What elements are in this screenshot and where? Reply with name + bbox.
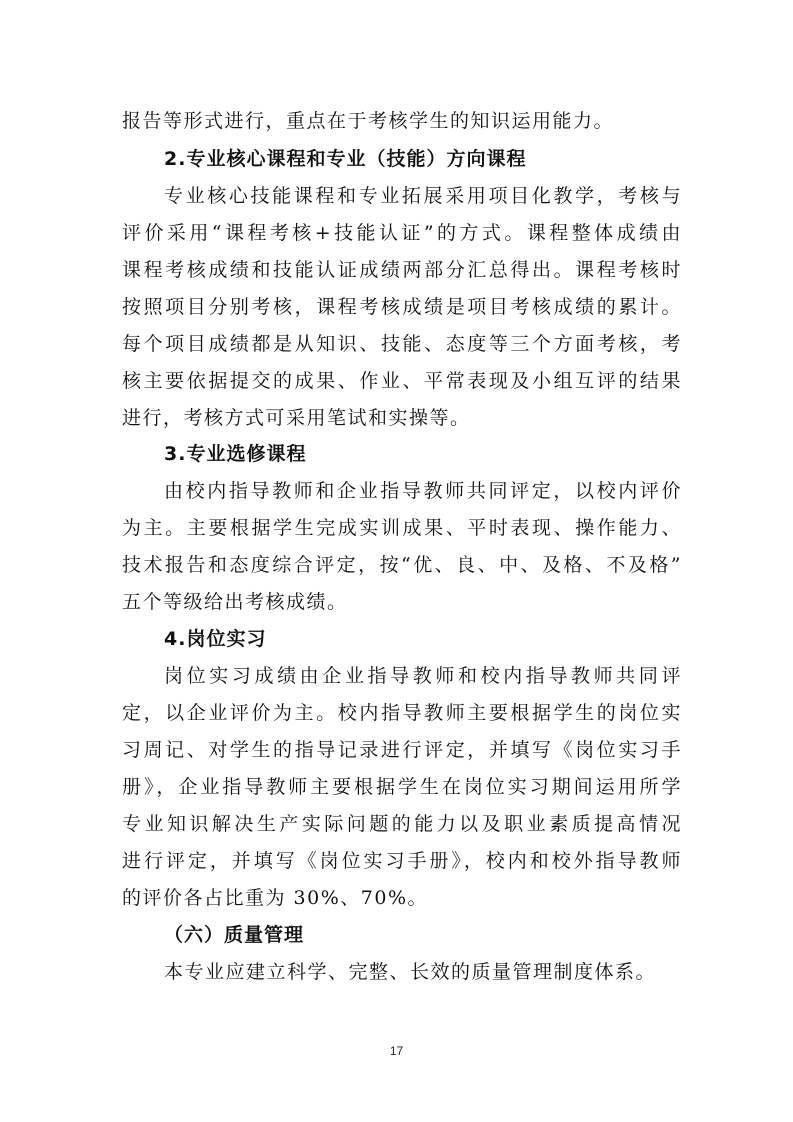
body-text-line: 五个等级给出考核成绩。	[122, 591, 348, 613]
body-text-line: 本专业应建立科学、完整、长效的质量管理制度体系。	[164, 961, 657, 983]
section-heading-2: 2.专业核心课程和专业（技能）方向课程	[164, 148, 527, 170]
body-text-line: 评价采用“课程考核+技能认证”的方式。课程整体成绩由	[122, 222, 682, 244]
section-heading-6: （六）质量管理	[164, 924, 305, 946]
body-text-line: 报告等形式进行，重点在于考核学生的知识运用能力。	[122, 110, 615, 132]
body-text-line: 课程考核成绩和技能认证成绩两部分汇总得出。课程考核时	[122, 259, 682, 281]
body-text-line: 按照项目分别考核，课程考核成绩是项目考核成绩的累计。	[122, 296, 682, 318]
page-number: 17	[389, 1044, 404, 1058]
section-heading-4: 4.岗位实习	[164, 628, 267, 650]
body-text-line: 专业核心技能课程和专业拓展采用项目化教学，考核与	[164, 185, 682, 207]
body-text-line: 册》，企业指导教师主要根据学生在岗位实习期间运用所学	[122, 776, 682, 798]
section-heading-3: 3.专业选修课程	[164, 443, 307, 465]
body-text-line: 技术报告和态度综合评定，按“优、良、中、及格、不及格”	[122, 554, 682, 576]
body-text-line: 习周记、对学生的指导记录进行评定，并填写《岗位实习手	[122, 739, 682, 761]
body-text-line: 由校内指导教师和企业指导教师共同评定，以校内评价	[164, 480, 682, 502]
body-text-line: 每个项目成绩都是从知识、技能、态度等三个方面考核，考	[122, 333, 682, 355]
body-text-line: 的评价各占比重为 30%、70%。	[122, 887, 429, 909]
body-text-line: 专业知识解决生产实际问题的能力以及职业素质提高情况	[122, 813, 682, 835]
body-text-line: 定，以企业评价为主。校内指导教师主要根据学生的岗位实	[122, 702, 682, 724]
body-text-line: 为主。主要根据学生完成实训成果、平时表现、操作能力、	[122, 517, 682, 539]
body-text-line: 进行评定，并填写《岗位实习手册》，校内和校外指导教师	[122, 850, 682, 872]
body-text-line: 岗位实习成绩由企业指导教师和校内指导教师共同评	[164, 665, 682, 687]
body-text-line: 进行，考核方式可采用笔试和实操等。	[122, 407, 471, 429]
body-text-line: 核主要依据提交的成果、作业、平常表现及小组互评的结果	[122, 370, 682, 392]
